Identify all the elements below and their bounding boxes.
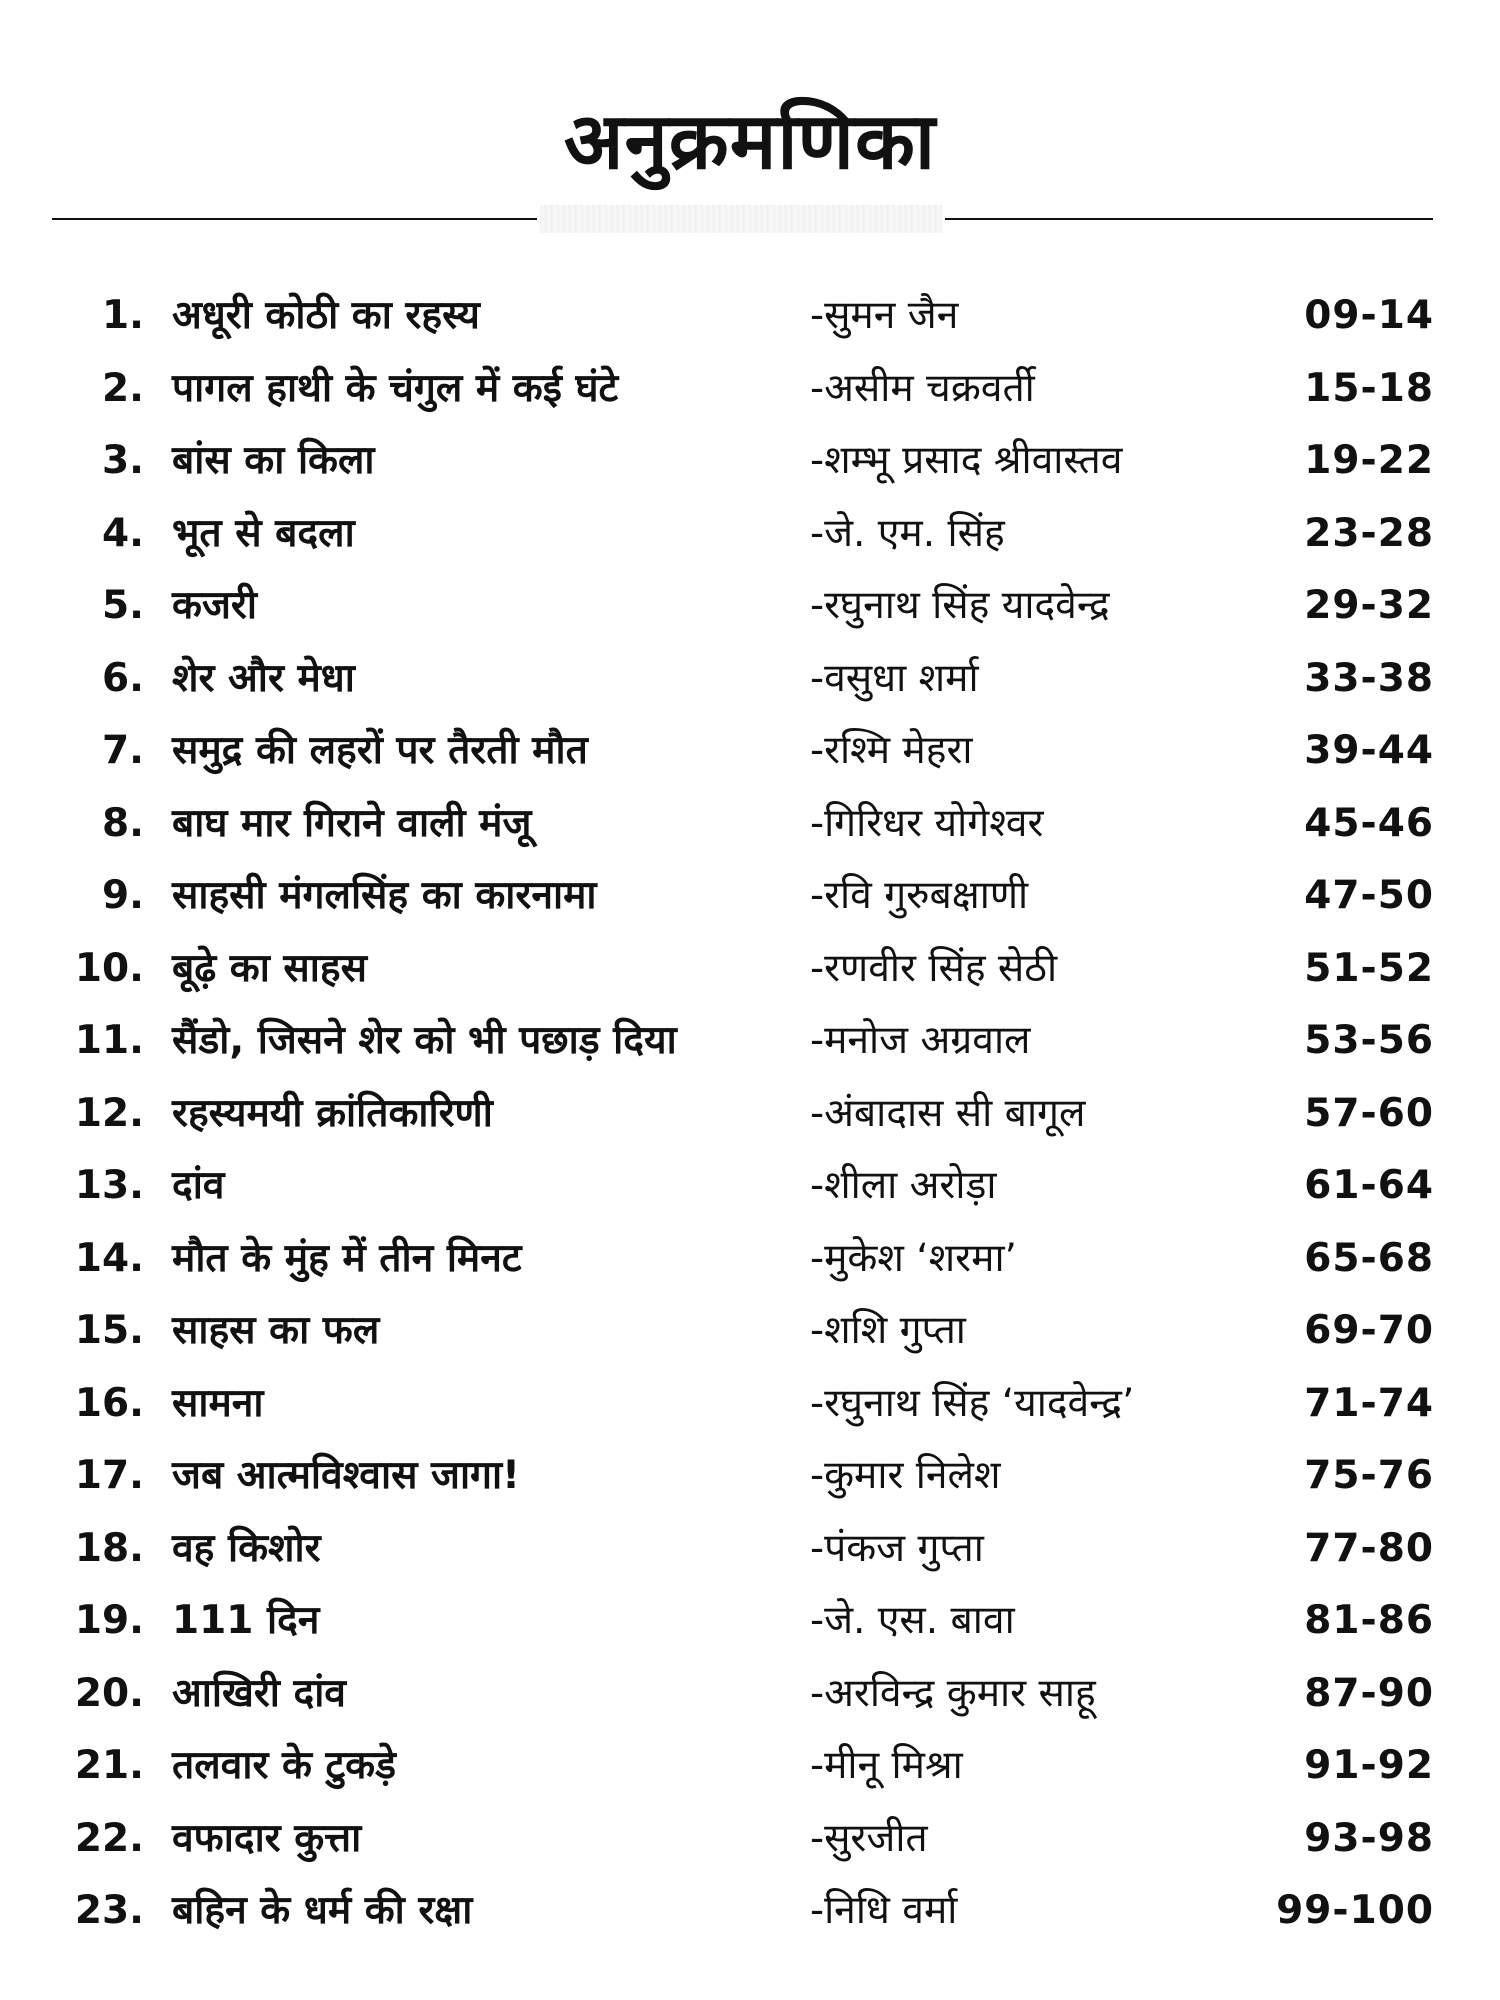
entry-number: 12.: [74, 1090, 144, 1136]
toc-entry: [0, 280, 1500, 353]
author-name: -असीम चक्रवर्ती: [810, 365, 1035, 411]
story-title: बहिन के धर्म की रक्षा: [172, 1888, 473, 1933]
page-range: 09-14: [1304, 293, 1434, 338]
entry-number: 2.: [102, 365, 144, 411]
story-title: सैंडो, जिसने शेर को भी पछाड़ दिया: [172, 1018, 677, 1063]
story-title: तलवार के टुकड़े: [172, 1743, 396, 1788]
page-range: 99-100: [1276, 1888, 1434, 1933]
entry-number: 19.: [74, 1598, 144, 1643]
author-name: -अंबादास सी बागूल: [810, 1090, 1086, 1136]
story-title: शेर और मेधा: [172, 655, 355, 701]
entry-number: 6.: [102, 655, 144, 701]
page-range: 45-46: [1304, 800, 1434, 846]
page-range: 65-68: [1304, 1235, 1434, 1281]
story-title: वफादार कुत्ता: [172, 1815, 362, 1861]
entry-number: 4.: [102, 510, 144, 556]
story-title: भूत से बदला: [172, 510, 355, 556]
page-range: 71-74: [1304, 1380, 1434, 1426]
entry-number: 8.: [102, 800, 144, 846]
story-title: साहस का फल: [172, 1308, 380, 1353]
page-range: 69-70: [1304, 1308, 1434, 1353]
entry-number: 9.: [102, 873, 144, 918]
toc-entry: [0, 1005, 1500, 1078]
story-title: आखिरी दांव: [172, 1670, 346, 1716]
table-of-contents: [0, 280, 1500, 1948]
story-title: बूढ़े का साहस: [172, 945, 367, 991]
author-name: -निधि वर्मा: [810, 1888, 958, 1933]
story-title: दांव: [172, 1163, 225, 1208]
page-range: 57-60: [1304, 1090, 1434, 1136]
author-name: -गिरिधर योगेश्वर: [810, 800, 1044, 846]
author-name: -रघुनाथ सिंह ‘यादवेन्द्र’: [810, 1380, 1135, 1426]
author-name: -जे. एम. सिंह: [810, 510, 1005, 556]
title-rule-right: [945, 218, 1433, 220]
entry-number: 10.: [74, 945, 144, 991]
page-range: 87-90: [1304, 1670, 1434, 1716]
entry-number: 18.: [74, 1525, 144, 1571]
author-name: -सुमन जैन: [810, 293, 959, 338]
page-range: 39-44: [1304, 728, 1434, 773]
entry-number: 1.: [102, 293, 144, 338]
toc-entry: [0, 1440, 1500, 1513]
toc-entry: [0, 788, 1500, 861]
story-title: बांस का किला: [172, 438, 375, 483]
page-range: 47-50: [1304, 873, 1434, 918]
author-name: -वसुधा शर्मा: [810, 655, 979, 701]
toc-entry: [0, 715, 1500, 788]
entry-number: 22.: [74, 1815, 144, 1861]
page-range: 51-52: [1304, 945, 1434, 991]
author-name: -शीला अरोड़ा: [810, 1163, 997, 1208]
title-rule-shade: [540, 205, 942, 233]
page-range: 61-64: [1304, 1163, 1434, 1208]
page-range: 53-56: [1304, 1018, 1434, 1063]
story-title: अधूरी कोठी का रहस्य: [172, 293, 480, 338]
story-title: कजरी: [172, 583, 257, 628]
entry-number: 3.: [102, 438, 144, 483]
toc-entry: [0, 643, 1500, 716]
entry-number: 16.: [74, 1380, 144, 1426]
author-name: -सुरजीत: [810, 1815, 928, 1861]
page-range: 91-92: [1304, 1743, 1434, 1788]
author-name: -रश्मि मेहरा: [810, 728, 973, 773]
author-name: -कुमार निलेश: [810, 1453, 1001, 1498]
author-name: -मनोज अग्रवाल: [810, 1018, 1031, 1063]
entry-number: 23.: [74, 1888, 144, 1933]
author-name: -जे. एस. बावा: [810, 1598, 1015, 1643]
page-range: 19-22: [1304, 438, 1434, 483]
page-range: 93-98: [1304, 1815, 1434, 1861]
author-name: -मीनू मिश्रा: [810, 1743, 963, 1788]
page-range: 81-86: [1304, 1598, 1434, 1643]
page-title: अनुक्रमणिका: [563, 97, 937, 187]
toc-entry: [0, 1875, 1500, 1948]
toc-entry: [0, 1223, 1500, 1296]
story-title: रहस्यमयी क्रांतिकारिणी: [172, 1090, 493, 1136]
toc-entry: [0, 860, 1500, 933]
entry-number: 21.: [74, 1743, 144, 1788]
author-name: -रवि गुरुबक्षाणी: [810, 873, 1029, 918]
story-title: समुद्र की लहरों पर तैरती मौत: [172, 728, 588, 773]
entry-number: 14.: [74, 1235, 144, 1281]
toc-entry: [0, 1803, 1500, 1876]
story-title: बाघ मार गिराने वाली मंजू: [172, 800, 532, 846]
story-title: सामना: [172, 1380, 264, 1426]
page-range: 29-32: [1304, 583, 1434, 628]
author-name: -शम्भू प्रसाद श्रीवास्तव: [810, 438, 1123, 483]
title-rule-left: [52, 218, 537, 220]
page-range: 23-28: [1304, 510, 1434, 556]
entry-number: 15.: [74, 1308, 144, 1353]
entry-number: 11.: [74, 1018, 144, 1063]
author-name: -शशि गुप्ता: [810, 1308, 966, 1353]
entry-number: 13.: [74, 1163, 144, 1208]
entry-number: 5.: [102, 583, 144, 628]
toc-entry: [0, 1730, 1500, 1803]
toc-entry: [0, 1150, 1500, 1223]
entry-number: 17.: [74, 1453, 144, 1498]
author-name: -पंकज गुप्ता: [810, 1525, 984, 1571]
author-name: -रघुनाथ सिंह यादवेन्द्र: [810, 583, 1110, 628]
page-range: 15-18: [1304, 365, 1434, 411]
story-title: साहसी मंगलसिंह का कारनामा: [172, 873, 597, 918]
page-range: 75-76: [1304, 1453, 1434, 1498]
page-range: 33-38: [1304, 655, 1434, 701]
author-name: -रणवीर सिंह सेठी: [810, 945, 1058, 991]
story-title: मौत के मुंह में तीन मिनट: [172, 1235, 522, 1281]
entry-number: 7.: [102, 728, 144, 773]
story-title: वह किशोर: [172, 1525, 321, 1571]
page-range: 77-80: [1304, 1525, 1434, 1571]
toc-entry: [0, 1658, 1500, 1731]
toc-entry: [0, 425, 1500, 498]
toc-entry: [0, 1078, 1500, 1151]
story-title: 111 दिन: [172, 1598, 320, 1643]
toc-entry: [0, 570, 1500, 643]
author-name: -मुकेश ‘शरमा’: [810, 1235, 1017, 1281]
toc-entry: [0, 933, 1500, 1006]
toc-entry: [0, 1585, 1500, 1658]
story-title: पागल हाथी के चंगुल में कई घंटे: [172, 365, 619, 411]
toc-entry: [0, 1295, 1500, 1368]
toc-entry: [0, 1368, 1500, 1441]
author-name: -अरविन्द्र कुमार साहू: [810, 1670, 1096, 1716]
toc-entry: [0, 1513, 1500, 1586]
toc-entry: [0, 353, 1500, 426]
entry-number: 20.: [74, 1670, 144, 1716]
story-title: जब आत्मविश्वास जागा!: [172, 1453, 520, 1498]
toc-entry: [0, 498, 1500, 571]
